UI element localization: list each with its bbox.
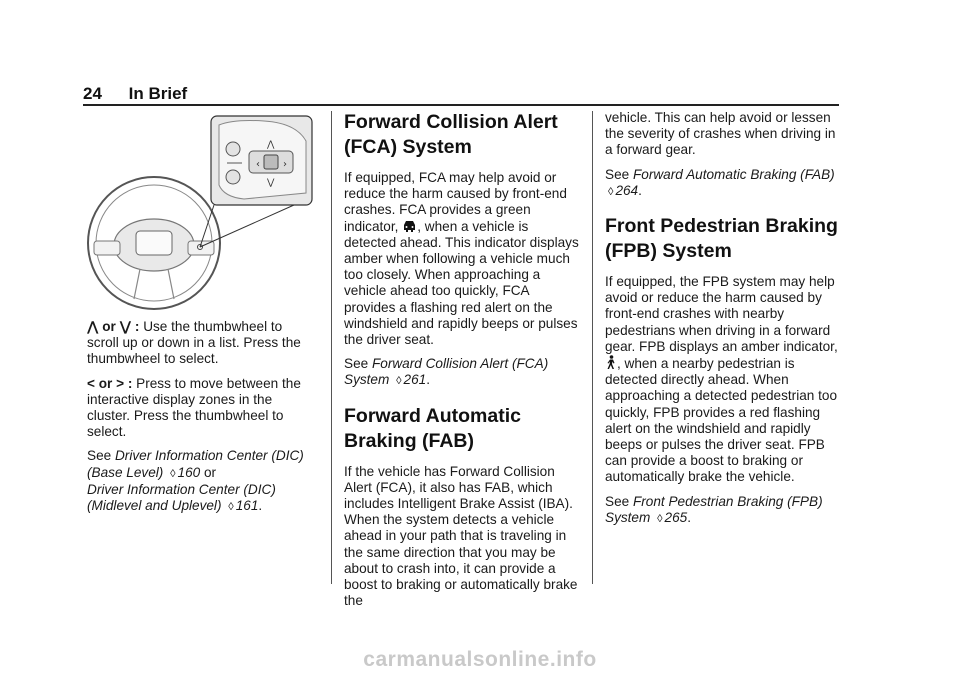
see-word: See [605, 493, 630, 509]
svg-text:⋀: ⋀ [267, 140, 275, 150]
fab-continued: vehicle. This can help avoid or lessen the severity of crashes when driving in a forward gear. [605, 110, 836, 158]
pedestrian-icon [605, 355, 617, 370]
or-word: or [98, 375, 113, 391]
page-ref-icon: ◊ [608, 185, 614, 198]
fab-see-also [605, 167, 841, 200]
page-ref-icon: ◊ [396, 375, 402, 388]
up-arrow-icon: ⋀ [87, 319, 99, 334]
svg-text:›: › [283, 159, 287, 170]
fca-text-a: If equipped, FCA may help avoid or reduce the harm caused by front-end crashes. FCA provides a green indicator, [344, 170, 567, 234]
fab-heading: Forward Automatic Braking (FAB) [344, 404, 521, 452]
period: . [258, 498, 263, 514]
column-divider-1 [331, 111, 332, 584]
page-261[interactable]: 261 [403, 372, 427, 388]
fca-heading: Forward Collision Alert (FCA) System [344, 111, 558, 158]
middle-column [344, 110, 580, 617]
period: . [687, 509, 692, 525]
svg-text:⋁: ⋁ [267, 178, 275, 188]
vehicle-ahead-icon [402, 219, 417, 233]
fab-paragraph: If the vehicle has Forward Collision Alert (FCA), it also has FAB, which includes Intelligent Brake Assist (IBA). When the system detects a vehicle ahead in your path that is traveling in the same direction that you may be about to crash into, it can provide a boost to braking or automatically brake the [344, 463, 578, 609]
see-also-dic [87, 448, 317, 515]
updown-description: Use the thumbwheel to scroll up or down in a list. Press the thumbwheel to select. [87, 319, 301, 367]
page-number: 24 [83, 84, 102, 103]
page-161[interactable]: 161 [235, 498, 259, 514]
or-word: or [204, 464, 217, 480]
header-rule [83, 104, 839, 106]
fca-link[interactable]: Forward Collision Alert (FCA) System [344, 356, 549, 388]
page-265[interactable]: 265 [664, 509, 688, 525]
page-ref-icon: ◊ [228, 501, 234, 514]
fpb-text-a: If equipped, the FPB system may help avoid or reduce the harm caused by front-end crashes with nearby pedestrians when driving in a forward gear. FPB displays an amber indicator, [605, 274, 838, 354]
section-title: In Brief [128, 84, 188, 103]
page-264[interactable]: 264 [615, 182, 639, 198]
left-column [87, 319, 317, 523]
page-160[interactable]: 160 [177, 464, 201, 480]
fca-text-b: , when a vehicle is detected ahead. This indicator displays amber when following a vehicle much too closely. When approaching a vehicle ahead too quickly, FCA provides a flashing red alert on the windshield and rapidly beeps or pulses the driver seat. [344, 218, 579, 348]
period: . [426, 372, 431, 388]
column-divider-2 [592, 111, 593, 584]
fpb-link[interactable]: Front Pedestrian Braking (FPB) System [605, 493, 823, 525]
colon: : [127, 375, 133, 391]
fab-link[interactable]: Forward Automatic Braking (FAB) [632, 166, 835, 182]
down-arrow-icon: ⋁ [119, 319, 132, 334]
fpb-paragraph [605, 274, 841, 486]
watermark: carmanualsonline.info [363, 648, 597, 671]
dic-base-link[interactable]: Driver Information Center (DIC) (Base Level) [87, 448, 304, 480]
page-ref-icon: ◊ [170, 467, 176, 480]
steering-wheel-icon [84, 113, 320, 313]
leftright-description: Press to move between the interactive display zones in the cluster. Press the thumbwheel to select. [87, 375, 301, 440]
svg-text:‹: ‹ [256, 159, 260, 170]
fca-see-also [344, 356, 580, 389]
fpb-text-b: , when a nearby pedestrian is detected directly ahead. When approaching a detected pedestrian too quickly, FPB provides a red flashing alert on the windshield and rapidly beeps or pulses the driver seat. FPB can provide a boost to braking or automatically brake the vehicle. [605, 356, 838, 485]
page-ref-icon: ◊ [657, 512, 663, 525]
fca-paragraph [344, 170, 580, 348]
page-header [83, 84, 187, 104]
fpb-see-also [605, 494, 841, 527]
fpb-heading: Front Pedestrian Braking (FPB) System [605, 215, 838, 263]
period: . [638, 182, 642, 198]
left-arrow-icon: < [87, 375, 95, 391]
right-column [605, 110, 841, 535]
thumbwheel-leftright-item [87, 376, 317, 441]
right-arrow-icon: > [116, 375, 125, 391]
see-word: See [87, 448, 112, 464]
dic-midlevel-link[interactable]: Driver Information Center (DIC) (Midlevel and Uplevel) [87, 481, 276, 514]
steering-wheel-illustration [84, 113, 320, 313]
see-word: See [605, 166, 630, 182]
thumbwheel-updown-item [87, 319, 317, 368]
or-word: or [102, 319, 116, 334]
see-word: See [344, 356, 369, 372]
colon: : [134, 319, 140, 334]
